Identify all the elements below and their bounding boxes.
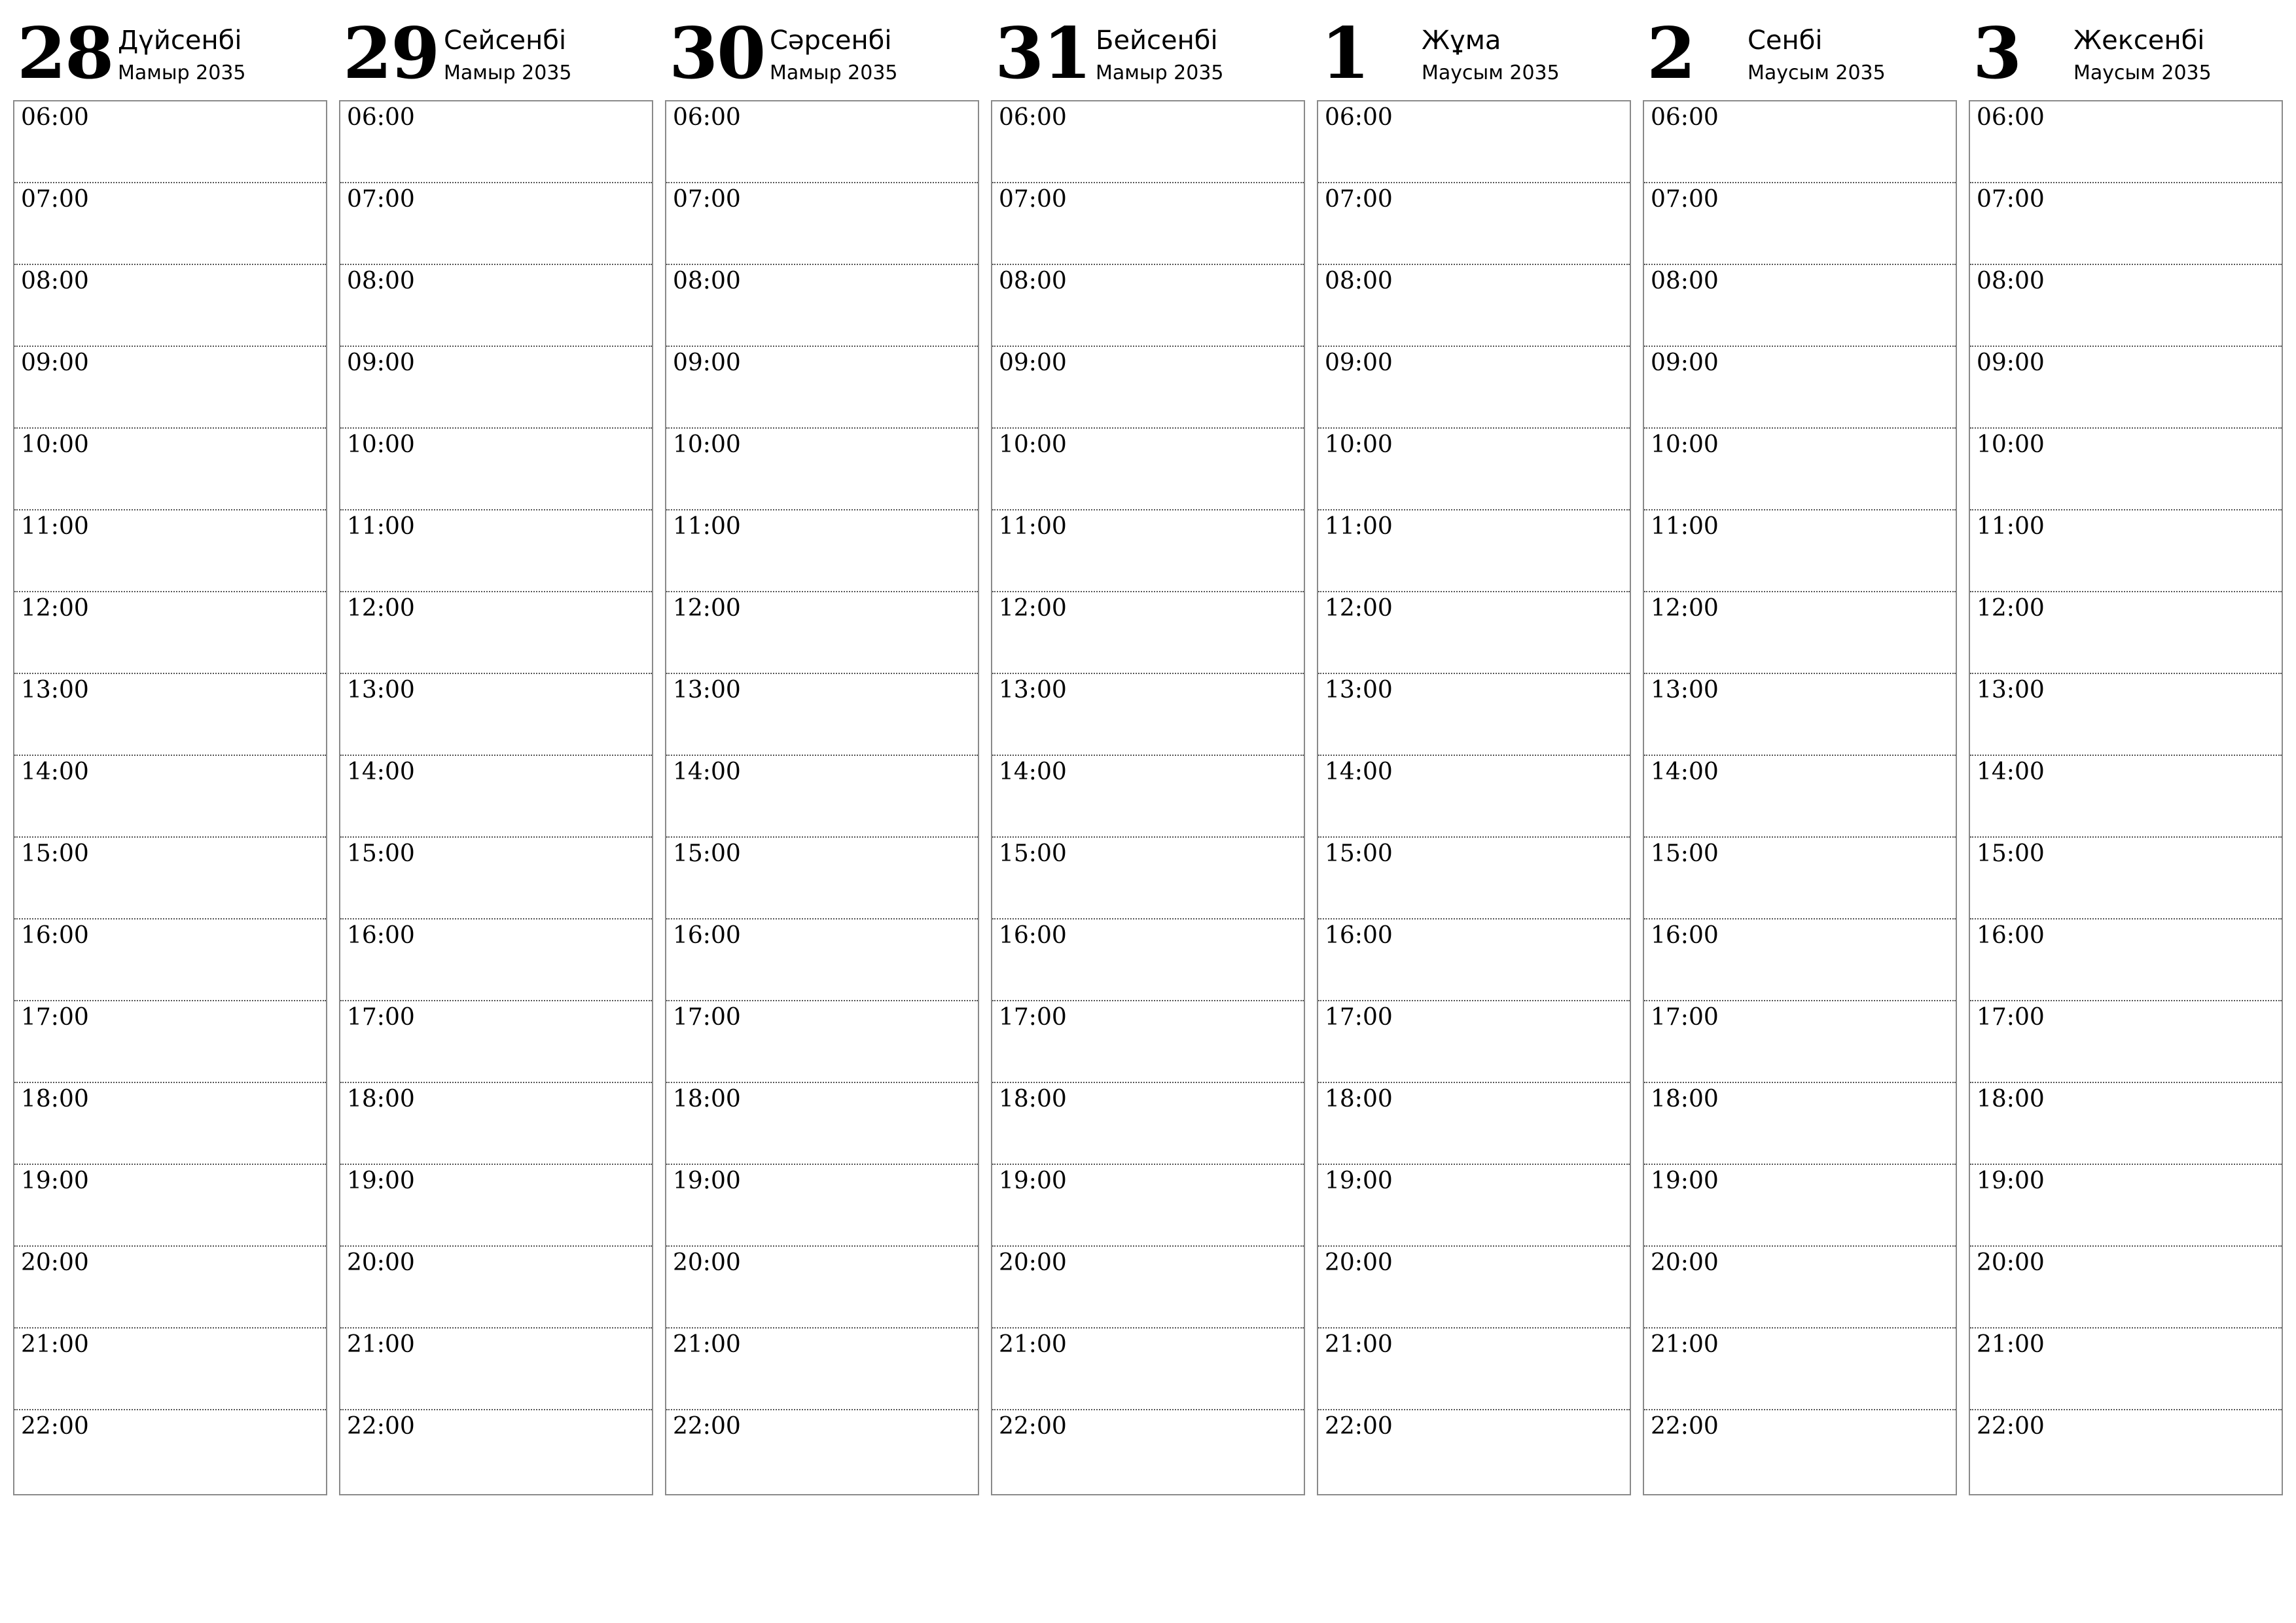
time-slot[interactable] <box>14 1247 326 1329</box>
time-label: 22:00 <box>1325 1413 1393 1440</box>
time-slot[interactable] <box>1970 1001 2282 1083</box>
time-slot[interactable] <box>1318 592 1630 674</box>
time-slot[interactable] <box>1318 429 1630 510</box>
time-slot[interactable] <box>1644 429 1956 510</box>
time-slot[interactable] <box>1644 1001 1956 1083</box>
time-label: 06:00 <box>1977 104 2045 131</box>
time-label: 17:00 <box>673 1004 741 1031</box>
month-year: Мамыр 2035 <box>118 62 246 84</box>
time-slot[interactable] <box>1644 101 1956 183</box>
time-slot[interactable] <box>666 1410 978 1494</box>
day-number: 1 <box>1321 12 1369 95</box>
time-label: 20:00 <box>1977 1249 2045 1276</box>
day-column-saturday <box>1643 0 1957 1499</box>
time-label: 09:00 <box>1325 349 1393 376</box>
time-slot[interactable] <box>340 1165 652 1247</box>
time-label: 19:00 <box>1325 1168 1393 1194</box>
time-label: 06:00 <box>673 104 741 131</box>
time-slot[interactable] <box>1318 1083 1630 1165</box>
time-label: 16:00 <box>1651 922 1719 949</box>
time-label: 17:00 <box>1651 1004 1719 1031</box>
time-slot[interactable] <box>14 1410 326 1494</box>
time-label: 08:00 <box>673 268 741 294</box>
time-slot[interactable] <box>1644 838 1956 919</box>
time-slot[interactable] <box>666 1083 978 1165</box>
month-year: Маусым 2035 <box>1422 62 1560 84</box>
time-slot[interactable] <box>1970 101 2282 183</box>
time-slot[interactable] <box>340 674 652 756</box>
time-slot[interactable] <box>992 592 1304 674</box>
month-year: Маусым 2035 <box>2073 62 2212 84</box>
time-label: 16:00 <box>999 922 1067 949</box>
time-label: 12:00 <box>1325 595 1393 622</box>
time-label: 20:00 <box>1651 1249 1719 1276</box>
time-label: 18:00 <box>1651 1086 1719 1113</box>
time-label: 19:00 <box>673 1168 741 1194</box>
time-label: 10:00 <box>1651 431 1719 458</box>
time-slot[interactable] <box>1970 1410 2282 1494</box>
time-slot[interactable] <box>340 756 652 838</box>
day-column-thursday <box>991 0 1305 1499</box>
time-label: 11:00 <box>21 513 89 540</box>
time-slot[interactable] <box>1644 1329 1956 1410</box>
time-slot[interactable] <box>666 674 978 756</box>
time-label: 15:00 <box>1977 840 2045 867</box>
time-slot[interactable] <box>14 1329 326 1410</box>
time-label: 06:00 <box>21 104 89 131</box>
time-label: 21:00 <box>1651 1331 1719 1358</box>
time-label: 14:00 <box>999 758 1067 785</box>
time-label: 14:00 <box>1977 758 2045 785</box>
weekday-name: Жұма <box>1422 26 1501 56</box>
time-label: 17:00 <box>999 1004 1067 1031</box>
weekday-name: Сәрсенбі <box>770 26 892 56</box>
time-label: 17:00 <box>21 1004 89 1031</box>
time-label: 07:00 <box>21 186 89 213</box>
time-label: 11:00 <box>1325 513 1393 540</box>
time-slot[interactable] <box>666 510 978 592</box>
time-label: 19:00 <box>1651 1168 1719 1194</box>
day-schedule-box <box>991 100 1305 1495</box>
day-schedule-box <box>1317 100 1631 1495</box>
time-label: 15:00 <box>1651 840 1719 867</box>
time-label: 08:00 <box>1977 268 2045 294</box>
time-label: 15:00 <box>673 840 741 867</box>
time-label: 18:00 <box>673 1086 741 1113</box>
time-label: 09:00 <box>1651 349 1719 376</box>
time-label: 06:00 <box>1651 104 1719 131</box>
time-slot[interactable] <box>14 1083 326 1165</box>
time-label: 21:00 <box>1977 1331 2045 1358</box>
time-slot[interactable] <box>1318 347 1630 429</box>
time-slot[interactable] <box>14 674 326 756</box>
month-year: Мамыр 2035 <box>1096 62 1224 84</box>
time-slot[interactable] <box>1318 674 1630 756</box>
time-label: 13:00 <box>1651 677 1719 704</box>
weekly-planner <box>13 0 2286 1505</box>
time-label: 13:00 <box>673 677 741 704</box>
time-slot[interactable] <box>1318 1165 1630 1247</box>
time-label: 11:00 <box>1977 513 2045 540</box>
time-label: 09:00 <box>999 349 1067 376</box>
day-column-sunday <box>1969 0 2283 1499</box>
time-slot[interactable] <box>1318 1410 1630 1494</box>
day-number: 28 <box>17 12 113 95</box>
time-label: 20:00 <box>999 1249 1067 1276</box>
day-number: 31 <box>995 12 1091 95</box>
time-label: 13:00 <box>999 677 1067 704</box>
time-label: 10:00 <box>999 431 1067 458</box>
time-slot[interactable] <box>1318 838 1630 919</box>
day-column-wednesday <box>665 0 979 1499</box>
day-number: 29 <box>343 12 439 95</box>
day-header <box>665 0 979 98</box>
time-slot[interactable] <box>992 1001 1304 1083</box>
time-label: 19:00 <box>347 1168 415 1194</box>
time-label: 15:00 <box>347 840 415 867</box>
time-slot[interactable] <box>14 183 326 265</box>
time-label: 14:00 <box>347 758 415 785</box>
time-slot[interactable] <box>340 919 652 1001</box>
time-slot[interactable] <box>1644 919 1956 1001</box>
time-label: 11:00 <box>1651 513 1719 540</box>
time-slot[interactable] <box>340 510 652 592</box>
time-label: 17:00 <box>347 1004 415 1031</box>
time-slot[interactable] <box>1318 756 1630 838</box>
time-label: 16:00 <box>673 922 741 949</box>
time-label: 08:00 <box>999 268 1067 294</box>
time-label: 16:00 <box>1977 922 2045 949</box>
day-header <box>991 0 1305 98</box>
time-slot[interactable] <box>992 347 1304 429</box>
time-slot[interactable] <box>14 838 326 919</box>
time-slot[interactable] <box>340 1410 652 1494</box>
time-slot[interactable] <box>666 1165 978 1247</box>
time-label: 12:00 <box>1651 595 1719 622</box>
time-label: 09:00 <box>673 349 741 376</box>
time-slot[interactable] <box>992 429 1304 510</box>
day-schedule-box <box>13 100 327 1495</box>
time-label: 07:00 <box>999 186 1067 213</box>
time-label: 17:00 <box>1325 1004 1393 1031</box>
time-label: 22:00 <box>673 1413 741 1440</box>
time-slot[interactable] <box>340 101 652 183</box>
time-label: 20:00 <box>347 1249 415 1276</box>
time-slot[interactable] <box>1318 1247 1630 1329</box>
time-label: 20:00 <box>1325 1249 1393 1276</box>
time-slot[interactable] <box>1644 756 1956 838</box>
time-slot[interactable] <box>992 183 1304 265</box>
time-slot[interactable] <box>1970 1247 2282 1329</box>
time-label: 10:00 <box>1325 431 1393 458</box>
time-slot[interactable] <box>1644 674 1956 756</box>
time-slot[interactable] <box>1318 510 1630 592</box>
time-label: 19:00 <box>21 1168 89 1194</box>
time-label: 21:00 <box>21 1331 89 1358</box>
time-slot[interactable] <box>14 429 326 510</box>
time-label: 06:00 <box>347 104 415 131</box>
time-slot[interactable] <box>1644 1083 1956 1165</box>
time-slot[interactable] <box>666 183 978 265</box>
time-label: 08:00 <box>1651 268 1719 294</box>
time-slot[interactable] <box>992 919 1304 1001</box>
time-slot[interactable] <box>992 838 1304 919</box>
time-slot[interactable] <box>992 1083 1304 1165</box>
time-slot[interactable] <box>340 265 652 347</box>
time-label: 07:00 <box>1651 186 1719 213</box>
time-slot[interactable] <box>666 756 978 838</box>
time-slot[interactable] <box>1318 265 1630 347</box>
time-label: 14:00 <box>21 758 89 785</box>
time-label: 10:00 <box>347 431 415 458</box>
time-slot[interactable] <box>1970 510 2282 592</box>
time-label: 12:00 <box>347 595 415 622</box>
time-label: 11:00 <box>673 513 741 540</box>
time-label: 07:00 <box>1325 186 1393 213</box>
time-label: 10:00 <box>673 431 741 458</box>
time-label: 08:00 <box>21 268 89 294</box>
time-slot[interactable] <box>992 101 1304 183</box>
time-slot[interactable] <box>1318 1329 1630 1410</box>
day-header <box>13 0 327 98</box>
time-slot[interactable] <box>1644 265 1956 347</box>
time-slot[interactable] <box>992 674 1304 756</box>
time-label: 14:00 <box>1325 758 1393 785</box>
time-label: 06:00 <box>999 104 1067 131</box>
day-header <box>1969 0 2283 98</box>
time-slot[interactable] <box>14 592 326 674</box>
time-slot[interactable] <box>340 347 652 429</box>
time-slot[interactable] <box>1644 347 1956 429</box>
time-label: 22:00 <box>999 1413 1067 1440</box>
month-year: Мамыр 2035 <box>444 62 572 84</box>
time-slot[interactable] <box>666 838 978 919</box>
time-slot[interactable] <box>14 1165 326 1247</box>
time-label: 07:00 <box>347 186 415 213</box>
time-label: 19:00 <box>999 1168 1067 1194</box>
day-number: 30 <box>669 12 765 95</box>
time-slot[interactable] <box>14 101 326 183</box>
time-slot[interactable] <box>666 919 978 1001</box>
weekday-name: Сенбі <box>1748 26 1823 56</box>
time-slot[interactable] <box>1644 1165 1956 1247</box>
day-header <box>1643 0 1957 98</box>
weekday-name: Жексенбі <box>2073 26 2205 56</box>
time-label: 09:00 <box>347 349 415 376</box>
time-label: 11:00 <box>347 513 415 540</box>
time-slot[interactable] <box>340 1329 652 1410</box>
time-slot[interactable] <box>1644 183 1956 265</box>
time-label: 16:00 <box>21 922 89 949</box>
time-label: 12:00 <box>1977 595 2045 622</box>
time-label: 10:00 <box>21 431 89 458</box>
time-slot[interactable] <box>1970 592 2282 674</box>
time-slot[interactable] <box>992 510 1304 592</box>
time-slot[interactable] <box>340 592 652 674</box>
time-slot[interactable] <box>1644 1247 1956 1329</box>
day-header <box>1317 0 1631 98</box>
day-schedule-box <box>339 100 653 1495</box>
day-number: 2 <box>1647 12 1695 95</box>
time-slot[interactable] <box>1970 838 2282 919</box>
time-label: 15:00 <box>999 840 1067 867</box>
day-column-friday <box>1317 0 1631 1499</box>
time-label: 07:00 <box>1977 186 2045 213</box>
time-label: 13:00 <box>1977 677 2045 704</box>
time-label: 15:00 <box>21 840 89 867</box>
time-label: 09:00 <box>1977 349 2045 376</box>
day-schedule-box <box>1969 100 2283 1495</box>
time-slot[interactable] <box>1970 1083 2282 1165</box>
time-slot[interactable] <box>992 265 1304 347</box>
time-slot[interactable] <box>14 756 326 838</box>
time-label: 14:00 <box>673 758 741 785</box>
time-label: 18:00 <box>347 1086 415 1113</box>
time-label: 21:00 <box>1325 1331 1393 1358</box>
weekday-name: Дүйсенбі <box>118 26 242 56</box>
time-label: 14:00 <box>1651 758 1719 785</box>
time-slot[interactable] <box>666 101 978 183</box>
day-header <box>339 0 653 98</box>
time-label: 22:00 <box>347 1413 415 1440</box>
time-slot[interactable] <box>340 838 652 919</box>
time-label: 22:00 <box>21 1413 89 1440</box>
time-slot[interactable] <box>1970 265 2282 347</box>
time-slot[interactable] <box>1970 347 2282 429</box>
time-label: 09:00 <box>21 349 89 376</box>
time-slot[interactable] <box>992 756 1304 838</box>
time-slot[interactable] <box>1970 1329 2282 1410</box>
time-label: 19:00 <box>1977 1168 2045 1194</box>
month-year: Маусым 2035 <box>1748 62 1886 84</box>
time-slot[interactable] <box>340 1083 652 1165</box>
time-slot[interactable] <box>992 1165 1304 1247</box>
time-slot[interactable] <box>1970 183 2282 265</box>
time-label: 07:00 <box>673 186 741 213</box>
time-label: 18:00 <box>999 1086 1067 1113</box>
time-slot[interactable] <box>1970 756 2282 838</box>
time-slot[interactable] <box>14 265 326 347</box>
day-column-tuesday <box>339 0 653 1499</box>
time-label: 18:00 <box>1325 1086 1393 1113</box>
time-label: 22:00 <box>1977 1413 2045 1440</box>
time-slot[interactable] <box>666 265 978 347</box>
time-slot[interactable] <box>14 1001 326 1083</box>
time-label: 13:00 <box>1325 677 1393 704</box>
day-schedule-box <box>1643 100 1957 1495</box>
time-label: 13:00 <box>21 677 89 704</box>
time-label: 15:00 <box>1325 840 1393 867</box>
time-label: 21:00 <box>347 1331 415 1358</box>
weekday-name: Сейсенбі <box>444 26 567 56</box>
time-slot[interactable] <box>1970 674 2282 756</box>
time-label: 12:00 <box>999 595 1067 622</box>
time-slot[interactable] <box>1970 1165 2282 1247</box>
time-slot[interactable] <box>14 919 326 1001</box>
time-slot[interactable] <box>992 1410 1304 1494</box>
time-slot[interactable] <box>666 592 978 674</box>
time-slot[interactable] <box>1318 101 1630 183</box>
time-label: 16:00 <box>1325 922 1393 949</box>
time-slot[interactable] <box>1644 592 1956 674</box>
time-slot[interactable] <box>14 510 326 592</box>
time-slot[interactable] <box>992 1329 1304 1410</box>
time-label: 22:00 <box>1651 1413 1719 1440</box>
time-slot[interactable] <box>1318 919 1630 1001</box>
time-slot[interactable] <box>340 1001 652 1083</box>
time-label: 12:00 <box>21 595 89 622</box>
day-number: 3 <box>1973 12 2021 95</box>
time-label: 12:00 <box>673 595 741 622</box>
time-slot[interactable] <box>1644 1410 1956 1494</box>
time-label: 21:00 <box>999 1331 1067 1358</box>
time-slot[interactable] <box>1970 429 2282 510</box>
time-slot[interactable] <box>1318 1001 1630 1083</box>
time-slot[interactable] <box>992 1247 1304 1329</box>
day-schedule-box <box>665 100 979 1495</box>
time-label: 20:00 <box>673 1249 741 1276</box>
time-label: 13:00 <box>347 677 415 704</box>
time-slot[interactable] <box>340 429 652 510</box>
time-slot[interactable] <box>666 429 978 510</box>
time-slot[interactable] <box>340 183 652 265</box>
time-slot[interactable] <box>1970 919 2282 1001</box>
time-label: 06:00 <box>1325 104 1393 131</box>
weekday-name: Бейсенбі <box>1096 26 1218 56</box>
time-slot[interactable] <box>1318 183 1630 265</box>
time-slot[interactable] <box>340 1247 652 1329</box>
time-slot[interactable] <box>666 1247 978 1329</box>
time-slot[interactable] <box>1644 510 1956 592</box>
time-slot[interactable] <box>14 347 326 429</box>
time-label: 18:00 <box>21 1086 89 1113</box>
time-slot[interactable] <box>666 347 978 429</box>
time-label: 08:00 <box>1325 268 1393 294</box>
day-column-monday <box>13 0 327 1499</box>
time-label: 16:00 <box>347 922 415 949</box>
time-label: 20:00 <box>21 1249 89 1276</box>
time-slot[interactable] <box>666 1001 978 1083</box>
time-slot[interactable] <box>666 1329 978 1410</box>
month-year: Мамыр 2035 <box>770 62 898 84</box>
time-label: 18:00 <box>1977 1086 2045 1113</box>
time-label: 10:00 <box>1977 431 2045 458</box>
time-label: 11:00 <box>999 513 1067 540</box>
time-label: 08:00 <box>347 268 415 294</box>
time-label: 17:00 <box>1977 1004 2045 1031</box>
time-label: 21:00 <box>673 1331 741 1358</box>
